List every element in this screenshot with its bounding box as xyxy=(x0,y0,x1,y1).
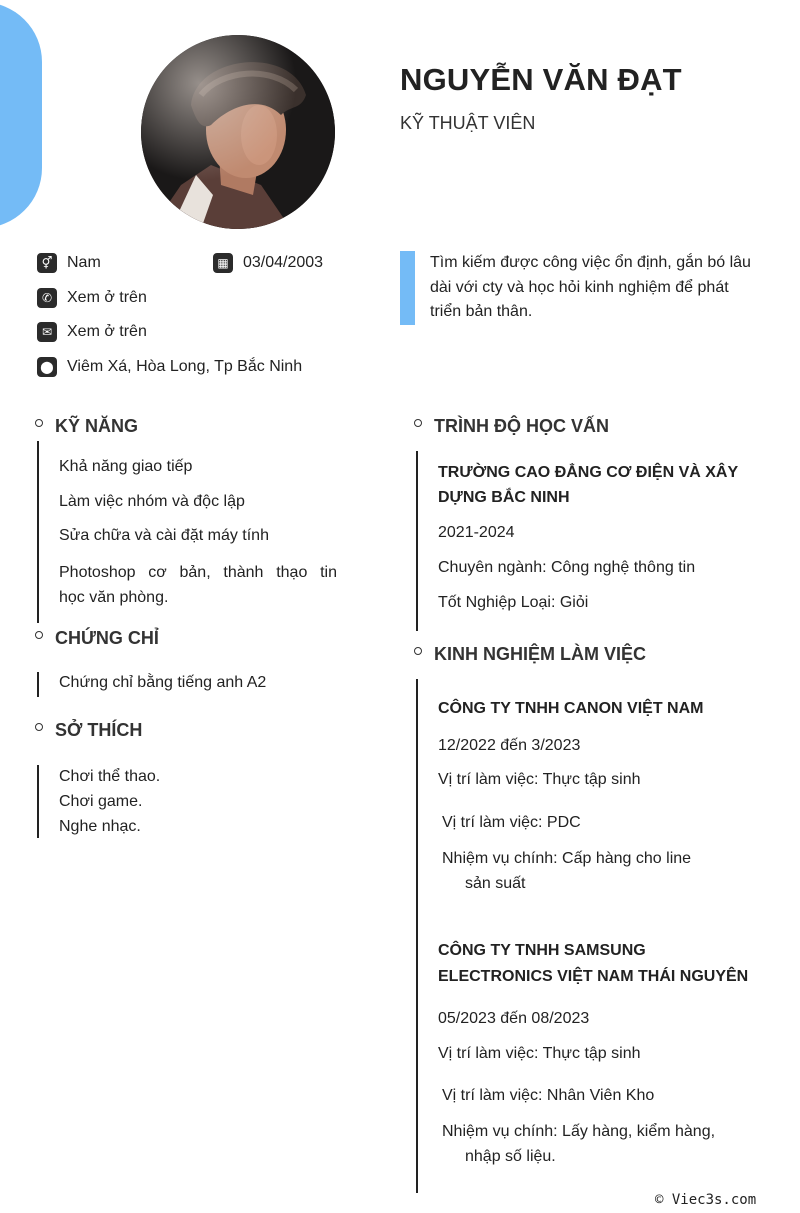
avatar-photo xyxy=(141,35,335,229)
hobbies-timeline-line xyxy=(37,765,39,838)
section-title-text: KỸ NĂNG xyxy=(55,416,139,436)
phone-row xyxy=(37,288,147,308)
objective-line: triển bản thân. xyxy=(430,303,533,320)
section-bullet-icon xyxy=(35,631,43,639)
certificates-timeline-line xyxy=(37,672,39,697)
job-duty xyxy=(442,846,691,896)
email-icon: ✉ xyxy=(37,322,57,342)
education-timeline-line xyxy=(416,451,418,631)
phone-icon: ✆ xyxy=(37,288,57,308)
email-row xyxy=(37,322,147,342)
section-title-certificates xyxy=(35,628,159,649)
job-duty xyxy=(442,1119,715,1169)
section-title-text: SỞ THÍCH xyxy=(55,720,143,740)
education-major: Chuyên ngành: Công nghệ thông tin xyxy=(438,559,696,576)
job-duty-line: Nhiệm vụ chính: Lấy hàng, kiểm hàng, xyxy=(442,1123,716,1140)
skill-item xyxy=(59,560,337,610)
section-title-education xyxy=(414,416,609,437)
avatar xyxy=(141,35,335,229)
education-grade: Tốt Nghiệp Loại: Giỏi xyxy=(438,594,589,611)
hobby-item: Nghe nhạc. xyxy=(59,818,141,835)
school-name-line: TRƯỜNG CAO ĐẲNG CƠ ĐIỆN VÀ XÂY xyxy=(438,464,739,481)
job-duty-line: nhập số liệu. xyxy=(465,1148,556,1165)
objective-accent-bar xyxy=(400,251,415,325)
address-value: Viêm Xá, Hòa Long, Tp Bắc Ninh xyxy=(67,358,303,375)
skill-item: Khả năng giao tiếp xyxy=(59,458,193,475)
job-period: 12/2022 đến 3/2023 xyxy=(438,737,581,754)
education-period: 2021-2024 xyxy=(438,524,515,541)
section-title-text: KINH NGHIỆM LÀM VIỆC xyxy=(434,644,647,664)
section-bullet-icon xyxy=(414,647,422,655)
skill-item: Sửa chữa và cài đặt máy tính xyxy=(59,527,269,544)
school-name xyxy=(438,460,738,510)
skills-timeline-line xyxy=(37,441,39,623)
skill-item-line: Photoshop cơ bản, thành thạo tin xyxy=(59,564,337,581)
birthday-row xyxy=(213,253,323,273)
job-duty-line: Nhiệm vụ chính: Cấp hàng cho line xyxy=(442,850,692,867)
hobby-item: Chơi thể thao. xyxy=(59,768,161,785)
candidate-name: NGUYỄN VĂN ĐẠT xyxy=(400,62,682,97)
career-objective xyxy=(430,251,775,325)
section-title-text: CHỨNG CHỈ xyxy=(55,628,159,648)
job-company-line: ELECTRONICS VIỆT NAM THÁI NGUYÊN xyxy=(438,968,749,985)
job-duty-line: sản suất xyxy=(465,875,526,892)
job-company-line: CÔNG TY TNHH SAMSUNG xyxy=(438,942,646,959)
gender-value: Nam xyxy=(67,254,101,271)
hobbies-list xyxy=(59,764,160,839)
job-company: CÔNG TY TNHH CANON VIỆT NAM xyxy=(438,700,704,717)
section-title-hobbies xyxy=(35,720,142,741)
job-position: Vị trí làm việc: Thực tập sinh xyxy=(438,771,641,788)
section-title-skills xyxy=(35,416,138,437)
job-position-detail: Vị trí làm việc: PDC xyxy=(442,814,581,831)
section-title-text: TRÌNH ĐỘ HỌC VẤN xyxy=(434,416,609,436)
email-value: Xem ở trên xyxy=(67,323,147,340)
certificate-item: Chứng chỉ bằng tiếng anh A2 xyxy=(59,674,267,691)
experience-timeline-line xyxy=(416,679,418,1193)
section-bullet-icon xyxy=(414,419,422,427)
copyright-footer: © Viec3s.com xyxy=(655,1192,757,1208)
job-company xyxy=(438,938,748,990)
decorative-accent-shape xyxy=(0,2,42,228)
section-bullet-icon xyxy=(35,419,43,427)
job-period: 05/2023 đến 08/2023 xyxy=(438,1010,590,1027)
objective-line: Tìm kiếm được công việc ổn định, gắn bó lâu xyxy=(430,254,751,271)
section-title-experience xyxy=(414,644,646,665)
gender-row xyxy=(37,253,101,273)
job-position: Vị trí làm việc: Thực tập sinh xyxy=(438,1045,641,1062)
job-title: KỸ THUẬT VIÊN xyxy=(400,113,536,133)
phone-value: Xem ở trên xyxy=(67,289,147,306)
address-row xyxy=(37,357,302,377)
skill-item-line: học văn phòng. xyxy=(59,589,169,606)
birthday-value: 03/04/2003 xyxy=(243,254,324,271)
location-icon: ⬤ xyxy=(37,357,57,377)
section-bullet-icon xyxy=(35,723,43,731)
hobby-item: Chơi game. xyxy=(59,793,143,810)
job-position-detail: Vị trí làm việc: Nhân Viên Kho xyxy=(442,1087,655,1104)
skill-item: Làm việc nhóm và độc lập xyxy=(59,493,245,510)
school-name-line: DỰNG BẮC NINH xyxy=(438,489,570,506)
objective-line: dài với cty và học hỏi kinh nghiệm để phát xyxy=(430,278,729,296)
gender-icon: ⚥ xyxy=(37,253,57,273)
calendar-icon: ▦ xyxy=(213,253,233,273)
